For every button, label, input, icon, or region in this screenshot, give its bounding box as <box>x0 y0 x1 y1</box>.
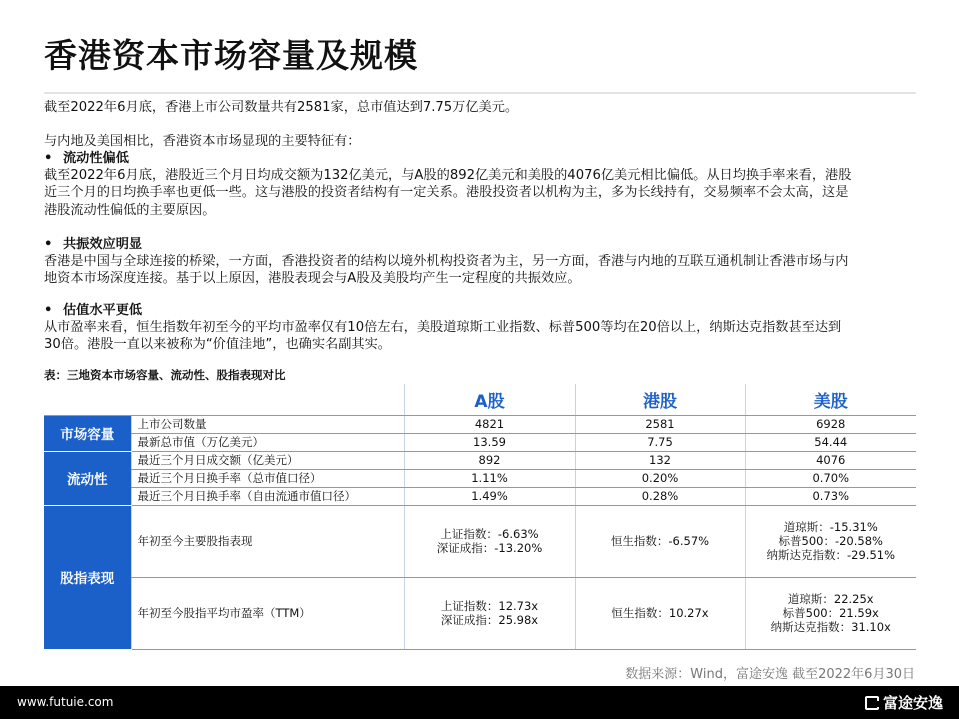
category-index-performance: 股指表现 <box>44 505 131 649</box>
cell-hk-share: 恒生指数：10.27x <box>575 577 745 649</box>
comparison-table <box>44 384 916 650</box>
footer-brand <box>865 692 943 713</box>
cell-hk-share: 0.20% <box>575 469 745 487</box>
cell-a-share: 上证指数：12.73x 深证成指：25.98x <box>404 577 575 649</box>
cell-us-share: 0.70% <box>745 469 916 487</box>
bullet-body-liquidity: 截至2022年6月底，港股近三个月日均成交额为132亿美元，与A股的892亿美元和美股的4076亿美元相比偏低。从日均换手率来看，港股 近三个月的日均换手率也更低一些。这与港股的投资者结构有一定关系。港股投资者以机构为主，多为长线持有，交易频率不会太高，这是 港股流动性偏低的主要原因。 <box>44 168 852 218</box>
futu-logo-icon <box>865 696 879 710</box>
cell-a-share: 892 <box>404 451 575 469</box>
table-header-row <box>44 384 916 415</box>
cell-hk-share: 0.28% <box>575 487 745 505</box>
table-row <box>44 505 916 577</box>
bullet-heading-text: 共振效应明显 <box>63 237 143 252</box>
table-row <box>44 415 916 433</box>
cell-us-share: 道琼斯：22.25x 标普500：21.59x 纳斯达克指数：31.10x <box>745 577 916 649</box>
cell-hk-share: 2581 <box>575 415 745 433</box>
comparison-lead: 与内地及美国相比，香港资本市场显现的主要特征有： <box>44 134 361 149</box>
bullet-heading-text: 流动性偏低 <box>63 151 129 166</box>
cell-a-share: 1.11% <box>404 469 575 487</box>
footer-bar <box>0 686 959 719</box>
cell-us-share: 道琼斯：-15.31% 标普500：-20.58% 纳斯达克指数：-29.51% <box>745 505 916 577</box>
bullet-marker: • <box>44 151 53 166</box>
category-market-capacity: 市场容量 <box>44 415 131 451</box>
table-row <box>44 469 916 487</box>
row-label: 最近三个月日成交额（亿美元） <box>131 451 404 469</box>
footer-url[interactable]: www.futuie.com <box>17 695 114 709</box>
table-caption: 表：三地资本市场容量、流动性、股指表现对比 <box>44 368 286 382</box>
title-divider <box>44 92 916 94</box>
header-blank <box>131 384 404 415</box>
cell-us-share: 54.44 <box>745 433 916 451</box>
footer-brand-text: 富途安逸 <box>882 694 943 712</box>
table-row <box>44 487 916 505</box>
bullet-heading-text: 估值水平更低 <box>63 303 143 318</box>
data-source-note: 数据来源：Wind，富途安逸 截至2022年6月30日 <box>625 667 915 682</box>
category-liquidity: 流动性 <box>44 451 131 505</box>
row-label: 年初至今主要股指表现 <box>131 505 404 577</box>
table-row <box>44 577 916 649</box>
cell-a-share: 1.49% <box>404 487 575 505</box>
page-title: 香港资本市场容量及规模 <box>44 36 418 75</box>
row-label: 最新总市值（万亿美元） <box>131 433 404 451</box>
column-header-us-share: 美股 <box>745 384 916 415</box>
cell-a-share: 上证指数：-6.63% 深证成指：-13.20% <box>404 505 575 577</box>
intro-paragraph: 截至2022年6月底，香港上市公司数量共有2581家，总市值达到7.75万亿美元。 <box>44 100 519 115</box>
row-label: 年初至今股指平均市盈率（TTM） <box>131 577 404 649</box>
table-row <box>44 433 916 451</box>
row-label: 最近三个月日换手率（总市值口径） <box>131 469 404 487</box>
cell-a-share: 13.59 <box>404 433 575 451</box>
bullet-marker: • <box>44 237 53 252</box>
bullet-heading-resonance <box>44 236 142 253</box>
cell-hk-share: 132 <box>575 451 745 469</box>
column-header-a-share: A股 <box>404 384 575 415</box>
cell-a-share: 4821 <box>404 415 575 433</box>
bullet-heading-liquidity <box>44 150 129 167</box>
column-header-hk-share: 港股 <box>575 384 745 415</box>
cell-hk-share: 7.75 <box>575 433 745 451</box>
cell-us-share: 0.73% <box>745 487 916 505</box>
row-label: 最近三个月日换手率（自由流通市值口径） <box>131 487 404 505</box>
bullet-marker: • <box>44 303 53 318</box>
table-row <box>44 451 916 469</box>
row-label: 上市公司数量 <box>131 415 404 433</box>
cell-us-share: 4076 <box>745 451 916 469</box>
cell-hk-share: 恒生指数：-6.57% <box>575 505 745 577</box>
cell-us-share: 6928 <box>745 415 916 433</box>
header-blank <box>44 384 131 415</box>
bullet-heading-valuation <box>44 302 142 319</box>
bullet-body-valuation: 从市盈率来看，恒生指数年初至今的平均市盈率仅有10倍左右，美股道琼斯工业指数、标普500等均在20倍以上，纳斯达克指数甚至达到 30倍。港股一直以来被称为“价值洼地”，也确实名副其实。 <box>44 320 842 353</box>
bullet-body-resonance: 香港是中国与全球连接的桥梁，一方面，香港投资者的结构以境外机构投资者为主，另一方面，香港与内地的互联互通机制让香港市场与内 地资本市场深度连接。基于以上原因，港股表现会与A股及美股均产生一定程度的共振效应。 <box>44 254 849 287</box>
